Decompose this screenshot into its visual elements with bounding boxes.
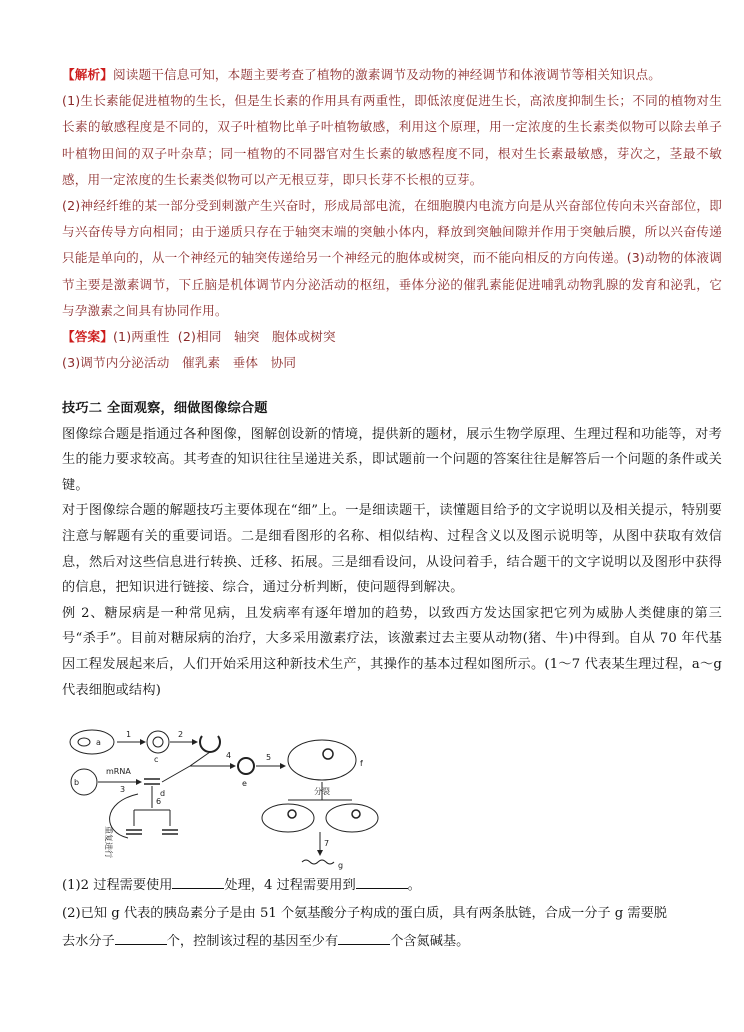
- answer-blank-3[interactable]: [115, 930, 167, 945]
- label-c: c: [154, 755, 159, 764]
- label-7: 7: [324, 839, 330, 848]
- answer-tag: 【答案】: [62, 329, 113, 345]
- section-paragraph-2: 对于图像综合题的解题技巧主要体现在“细”上。一是细读题干，读懂题目给予的文字说明以及相关提示，特别要注意与解题有关的重要词语。二是细看图形的名称、相似结构、过程含义以及图示说明等，从图中获取有效信息，然后对这些信息进行转换、迁移、拓展。三是细看设问，从设问着手，结合题干的文字说明以及图形中获得的信息，把知识进行链接、综合，通过分析判断，使问题得到解决。: [62, 503, 722, 596]
- daughter-cell-right-plasmid: [352, 810, 360, 818]
- arrow-3-head: [136, 779, 142, 785]
- technique-section: [62, 396, 722, 703]
- cell-c: [147, 731, 169, 753]
- answer-line-2: (3)调节内分泌活动 催乳素 垂体 协同: [62, 355, 297, 371]
- example-question: 例 2、糖尿病是一种常见病，且发病率有逐年增加的趋势，以致西方发达国家把它列为威胁人类健康的第三号“杀手”。目前对糖尿病的治疗，大多采用激素疗法，该激素过去主要从动物(猪、牛)中得到。自从 70 年代基因工程发展起来后，人们开始采用这种新技术生产，其操作的基本过程如图所示。(1～7 代表某生理过程，a～g 代表细胞或结构): [62, 605, 722, 698]
- question-2-text-d: 个含氮碱基。: [390, 934, 470, 949]
- label-6: 6: [156, 797, 162, 806]
- answer-line-1: [62, 324, 722, 350]
- process-diagram-svg: [62, 722, 380, 872]
- label-mrna: mRNA: [106, 767, 131, 776]
- question-1: [62, 872, 722, 900]
- arrow-7-head: [317, 850, 323, 856]
- repeat-label: 重复进行: [104, 826, 113, 858]
- daughter-cell-left-plasmid: [288, 810, 296, 818]
- label-b: b: [74, 778, 80, 787]
- analysis-intro: [62, 62, 722, 88]
- label-4: 4: [226, 751, 232, 760]
- process-diagram: [62, 722, 380, 872]
- label-2: 2: [178, 730, 184, 739]
- question-2-text-c: 个，控制该过程的基因至少有: [166, 934, 339, 949]
- section-paragraph-1: 图像综合题是指通过各种图像，图解创设新的情境，提供新的题材，展示生物学原理、生理过程和功能等，对考生的能力要求较高。其考查的知识往往呈递进关系，即试题前一个问题的答案往往是解答后一个问题的条件或关键。: [62, 426, 722, 493]
- label-a: a: [96, 738, 101, 747]
- bacterium-f: [288, 740, 356, 780]
- question-1-text-b: 处理，4 过程需要用到: [224, 878, 356, 893]
- arrow-5-head: [280, 763, 286, 769]
- question-1-text-a: (1)2 过程需要使用: [62, 878, 173, 893]
- bacterium-f-plasmid: [323, 749, 333, 759]
- cut-plasmid: [200, 736, 220, 752]
- answer-line-1-text: (1)两重性 (2)相同 轴突 胞体或树突: [112, 329, 336, 345]
- product-g: [302, 860, 334, 864]
- question-2-text-b: 去水分子: [62, 934, 115, 949]
- label-e: e: [242, 779, 247, 788]
- join-line-b: [190, 752, 210, 766]
- questions-section: [62, 872, 722, 956]
- analysis-tag: 【解析】: [62, 67, 113, 82]
- daughter-cell-right: [326, 804, 378, 832]
- section-heading: 技巧二 全面观察，细做图像综合题: [62, 401, 268, 416]
- answer-blank-1[interactable]: [172, 874, 224, 889]
- join-line-a: [162, 766, 190, 782]
- answer-blank-4[interactable]: [338, 930, 390, 945]
- label-g: g: [338, 861, 344, 870]
- cell-a: [70, 730, 114, 754]
- daughter-cell-left: [262, 804, 314, 832]
- question-2-line-2: [62, 928, 722, 956]
- recombinant-plasmid-e: [238, 758, 254, 774]
- analysis-intro-text: 阅读题干信息可知，本题主要考查了植物的激素调节及动物的神经调节和体液调节等相关知识点。: [112, 67, 661, 82]
- analysis-section: [62, 62, 722, 376]
- label-5: 5: [266, 753, 272, 762]
- division-label: 分裂: [314, 787, 330, 796]
- label-f: f: [360, 759, 363, 768]
- label-d: d: [160, 789, 166, 798]
- analysis-paragraph-1: (1)生长素能促进植物的生长，但是生长素的作用具有两重性，即低浓度促进生长，高浓度抑制生长；不同的植物对生长素的敏感程度是不同的，双子叶植物比单子叶植物敏感，利用这个原理，用一定浓度的生长素类似物可以除去单子叶植物田间的双子叶杂草；同一植物的不同器官对生长素的敏感程度不同，根对生长素最敏感，芽次之，茎最不敏感，用一定浓度的生长素类似物可以产无根豆芽，即只长芽不长根的豆芽。: [62, 93, 722, 187]
- question-2-line-1: (2)已知 g 代表的胰岛素分子是由 51 个氨基酸分子构成的蛋白质，具有两条肽链，合成一分子 g 需要脱: [62, 906, 667, 921]
- arrow-2-head: [192, 739, 198, 745]
- arrow-1-head: [140, 739, 146, 745]
- label-3: 3: [120, 785, 126, 794]
- cell-c-inner: [153, 737, 163, 747]
- label-1: 1: [126, 730, 132, 739]
- question-1-text-c: 。: [407, 878, 421, 893]
- answer-blank-2[interactable]: [356, 874, 408, 889]
- arrow-4-head: [230, 763, 236, 769]
- analysis-paragraph-2: (2)神经纤维的某一部分受到刺激产生兴奋时，形成局部电流，在细胞膜内电流方向是从兴奋部位传向未兴奋部位，即与兴奋传导方向相同；由于递质只存在于轴突末端的突触小体内，释放到突触间隙并作用于突触后膜，所以兴奋传递只能是单向的，从一个神经元的轴突传递给另一个神经元的胞体或树突，而不能向相反的方向传递。(3)动物的体液调节主要是激素调节，下丘脑是机体调节内分泌活动的枢纽，垂体分泌的催乳素能促进哺乳动物乳腺的发育和泌乳，它与孕激素之间具有协同作用。: [62, 198, 722, 318]
- cell-a-nucleus: [78, 738, 90, 746]
